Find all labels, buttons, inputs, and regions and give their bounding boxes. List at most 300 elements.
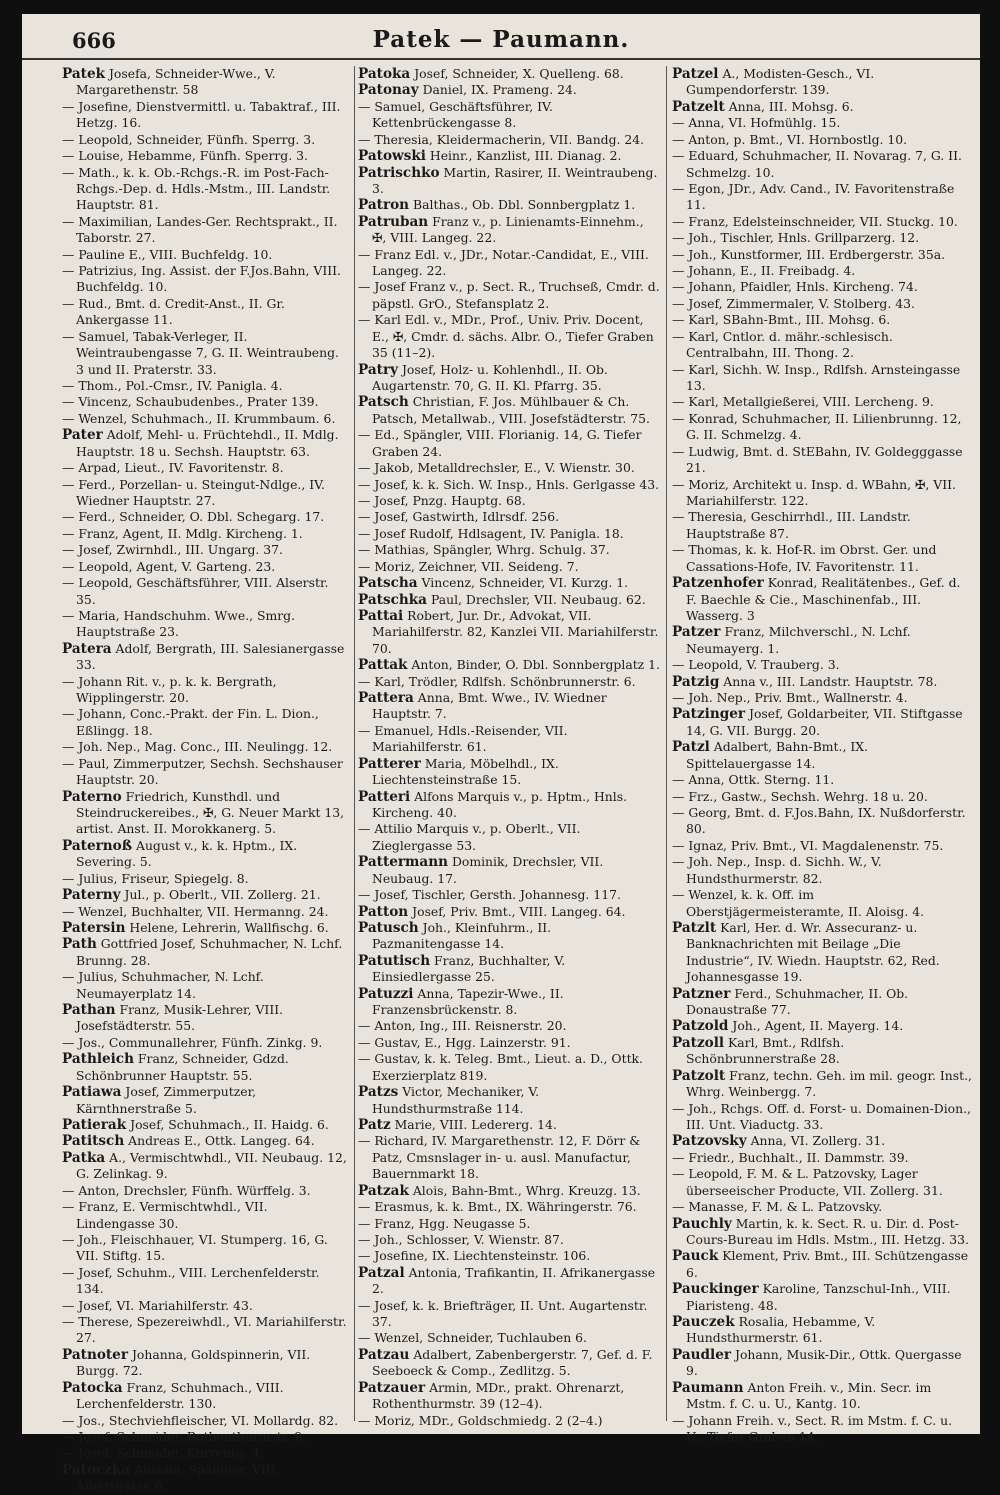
- directory-entry: [672, 132, 972, 148]
- directory-entry: [672, 624, 972, 657]
- entry-text: — Emanuel, Hdls.-Reisender, VII. Mariahilferstr. 61.: [358, 722, 568, 755]
- entry-surname: Patutisch: [358, 952, 431, 969]
- entry-surname: Pattak: [358, 657, 408, 674]
- entry-text: Josef, Schuhmach., II. Haidg. 6.: [130, 1117, 329, 1132]
- directory-entry: [358, 214, 660, 247]
- directory-entry: [358, 1133, 660, 1182]
- entry-text: — Wenzel, Buchhalter, VII. Hermanng. 24.: [62, 903, 329, 919]
- directory-entry: [672, 1248, 972, 1281]
- directory-entry: [62, 526, 350, 542]
- entry-text: — Paul, Zimmerputzer, Sechsh. Sechshauser Hauptstr. 20.: [62, 755, 343, 788]
- directory-entry: [62, 247, 350, 263]
- directory-entry: [62, 1445, 350, 1461]
- directory-entry: [62, 789, 350, 838]
- entry-text: — Josefine, Dienstvermittl. u. Tabaktraf., III. Hetzg. 16.: [62, 98, 341, 131]
- entry-surname: Patsch: [358, 394, 409, 411]
- directory-entry: [62, 1183, 350, 1199]
- entry-text: Ferd., Schuhmacher, II. Ob. Donaustraße 77.: [686, 985, 909, 1018]
- entry-surname: Paterny: [62, 887, 121, 904]
- entry-surname: Pauczek: [672, 1314, 735, 1331]
- entry-text: — Josef Franz v., p. Sect. R., Truchseß, Cmdr. d. päpstl. GrO., Stefansplatz 2.: [358, 279, 660, 311]
- entry-text: — Erasmus, k. k. Bmt., IX. Währingerstr. 76.: [358, 1199, 637, 1215]
- entry-surname: Patton: [358, 903, 409, 920]
- directory-entry: [62, 904, 350, 920]
- entry-text: — Moriz, MDr., Goldschmiedg. 2 (2–4.): [358, 1412, 603, 1428]
- directory-entry: [672, 1035, 972, 1068]
- directory-entry: [672, 477, 972, 510]
- entry-text: — Josef, Schneider, Kurrentg. 4.: [62, 1445, 264, 1461]
- directory-entry: [358, 1380, 660, 1413]
- entry-text: Alois, Bahn-Bmt., Whrg. Kreuzg. 13.: [412, 1182, 641, 1198]
- entry-text: — Josef, VI. Mariahilferstr. 43.: [62, 1297, 253, 1313]
- directory-entry: [672, 247, 972, 263]
- directory-entry: [672, 657, 972, 673]
- entry-text: — Karl, Metallgießerei, VIII. Lercheng. 9.: [672, 394, 934, 410]
- entry-text: Anselm, Spängler, VIII. Albertgasse 6.: [76, 1461, 280, 1494]
- entry-surname: Patzovsky: [672, 1133, 747, 1150]
- directory-entry: [672, 1413, 972, 1446]
- directory-entry: [358, 477, 660, 493]
- entry-text: — Johann, Pfaidler, Hnls. Kircheng. 74.: [672, 279, 918, 295]
- entry-text: — Wenzel, Schneider, Tuchlauben 6.: [358, 1330, 587, 1346]
- directory-entry: [672, 312, 972, 328]
- entry-text: Maria, Möbelhdl., IX. Liechtensteinstraße 15.: [372, 755, 559, 788]
- entry-text: — Anton, p. Bmt., VI. Hornbostlg. 10.: [672, 131, 908, 147]
- directory-entry: [672, 1216, 972, 1249]
- directory-entry: [358, 1199, 660, 1215]
- directory-entry: [358, 493, 660, 509]
- entry-surname: Pathleich: [62, 1051, 134, 1068]
- directory-entry: [672, 887, 972, 920]
- entry-surname: Patitsch: [62, 1133, 125, 1150]
- directory-entry: [62, 674, 350, 707]
- entry-surname: Patek: [62, 66, 106, 82]
- entry-text: Franz, Schneider, Gdzd. Schönbrunner Hauptstr. 55.: [76, 1051, 289, 1083]
- entry-surname: Patzs: [358, 1084, 399, 1101]
- entry-text: — Karl, Cntlor. d. mähr.-schlesisch. Centralbahn, III. Thong. 2.: [672, 328, 893, 361]
- directory-entry: [672, 920, 972, 986]
- entry-text: — Eduard, Schuhmacher, II. Novarag. 7, G. II. Schmelzg. 10.: [672, 148, 962, 180]
- directory-entry: [358, 674, 660, 690]
- directory-entry: [62, 378, 350, 394]
- directory-entry: [358, 575, 660, 591]
- entry-text: — Joh. Nep., Insp. d. Sichh. W., V. Hundsthurmerstr. 82.: [672, 854, 882, 886]
- entry-surname: Patrischko: [358, 164, 440, 181]
- directory-entry: [62, 411, 350, 427]
- entry-text: Joh., Kleinfuhrm., II. Pazmanitengasse 14.: [372, 919, 552, 952]
- directory-entry: [358, 247, 660, 280]
- entry-text: Karl, Her. d. Wr. Assecuranz- u. Banknachrichten mit Beilage „Die Industrie“, IV. Wiedn. Hauptstr. 62, Red. Johannesgasse 19.: [686, 919, 940, 985]
- directory-entry: [358, 723, 660, 756]
- entry-surname: Paumann: [672, 1379, 744, 1396]
- entry-text: — Leopold, Schneider, Fünfh. Sperrg. 3.: [62, 131, 316, 147]
- entry-text: — Joh., Rchgs. Off. d. Forst- u. Domainen-Dion., III. Unt. Viaductg. 33.: [672, 1100, 971, 1132]
- entry-surname: Patnoter: [62, 1346, 128, 1363]
- directory-entry: [358, 657, 660, 673]
- entry-text: — Josef Rudolf, Hdlsagent, IV. Panigla. 18.: [358, 525, 624, 541]
- entry-text: Franz, Musik-Lehrer, VIII. Josefstädterstr. 55.: [76, 1002, 284, 1034]
- entry-text: Franz, techn. Geh. im mil. geogr. Inst., Whrg. Weinbergg. 7.: [686, 1067, 972, 1100]
- entry-surname: Patowski: [358, 148, 426, 165]
- directory-entry: [358, 986, 660, 1019]
- directory-entry: [358, 1330, 660, 1346]
- entry-surname: Pattermann: [358, 854, 448, 871]
- entry-text: — Karl, Sichh. W. Insp., Rdlfsh. Arnsteingasse 13.: [672, 361, 961, 394]
- directory-entry: [62, 1051, 350, 1084]
- directory-entry: [62, 165, 350, 214]
- entry-surname: Patzolt: [672, 1067, 726, 1084]
- entry-text: Gottfried Josef, Schuhmacher, N. Lchf. Brunng. 28.: [76, 936, 343, 968]
- entry-text: — Maria, Handschuhm. Wwe., Smrg. Hauptstraße 23.: [62, 607, 296, 640]
- directory-entry: [672, 575, 972, 624]
- directory-entry: [62, 756, 350, 789]
- entry-text: Josef, Priv. Bmt., VIII. Langeg. 64.: [412, 903, 626, 919]
- directory-entry: [358, 854, 660, 887]
- directory-entry: [62, 263, 350, 296]
- directory-entry: [358, 165, 660, 198]
- entry-surname: Paudler: [672, 1346, 732, 1363]
- directory-entry: [62, 1084, 350, 1117]
- entry-text: — Arpad, Lieut., IV. Favoritenstr. 8.: [62, 460, 284, 476]
- entry-text: — Egon, JDr., Adv. Cand., IV. Favoritenstraße 11.: [672, 180, 955, 213]
- entry-text: Alfons Marquis v., p. Hptm., Hnls. Kircheng. 40.: [372, 788, 628, 820]
- entry-text: — Karl Edl. v., MDr., Prof., Univ. Priv. Docent, E., ✠, Cmdr. d. sächs. Albr. O., Tiefer Graben 35 (11–2).: [358, 312, 654, 361]
- entry-text: — Ludwig, Bmt. d. StEBahn, IV. Goldegggasse 21.: [672, 443, 963, 476]
- directory-entry: [62, 1232, 350, 1265]
- directory-entry: [672, 674, 972, 690]
- entry-text: — Josef, Zwirnhdl., III. Ungarg. 37.: [62, 542, 283, 558]
- entry-surname: Pattera: [358, 690, 414, 707]
- directory-entry: [672, 1133, 972, 1149]
- entry-surname: Patierak: [62, 1117, 127, 1133]
- entry-text: — Samuel, Geschäftsführer, IV. Kettenbrückengasse 8.: [358, 98, 553, 131]
- directory-entry: [358, 887, 660, 903]
- entry-text: Balthas., Ob. Dbl. Sonnbergplatz 1.: [413, 197, 636, 213]
- entry-text: Anna, III. Mohsg. 6.: [728, 98, 854, 114]
- directory-entry: [672, 739, 972, 772]
- entry-text: — Karl, SBahn-Bmt., III. Mohsg. 6.: [672, 312, 891, 328]
- entry-text: Vincenz, Schneider, VI. Kurzg. 1.: [421, 575, 629, 591]
- entry-text: — Ignaz, Priv. Bmt., VI. Magdalenenstr. 75.: [672, 837, 944, 853]
- directory-entry: [358, 559, 660, 575]
- entry-text: Franz v., p. Linienamts-Einnehm., ✠, VIII. Langeg. 22.: [372, 213, 644, 246]
- directory-entry: [358, 821, 660, 854]
- entry-text: — Attilio Marquis v., p. Oberlt., VII. Zieglergasse 53.: [358, 821, 581, 853]
- entry-surname: Patocka: [62, 1379, 123, 1396]
- entry-text: Franz, Buchhalter, V. Einsiedlergasse 25.: [372, 952, 566, 985]
- entry-text: Konrad, Realitätenbes., Gef. d. F. Baechle & Cie., Maschinenfab., III. Wasserg. 3: [686, 575, 961, 623]
- entry-surname: Pauckinger: [672, 1281, 759, 1298]
- entry-text: — Johann, Conc.-Prakt. der Fin. L. Dion., Eßlingg. 18.: [62, 706, 319, 738]
- entry-surname: Pater: [62, 427, 103, 444]
- directory-entry: [672, 99, 972, 115]
- entry-text: Josef, Goldarbeiter, VII. Stiftgasse 14, G. VII. Burgg. 20.: [686, 706, 963, 738]
- entry-text: — Mathias, Spängler, Whrg. Schulg. 37.: [358, 542, 610, 558]
- entry-surname: Patzauer: [358, 1379, 426, 1396]
- entry-text: Anton Freih. v., Min. Secr. im Mstm. f. C. u. U., Kantg. 10.: [686, 1379, 932, 1412]
- directory-entry: [672, 411, 972, 444]
- directory-entry: [672, 1068, 972, 1101]
- entry-text: — Manasse, F. M. & L. Patzovsky.: [672, 1199, 883, 1215]
- directory-entry: [358, 1265, 660, 1298]
- entry-text: — Frz., Gastw., Sechsh. Wehrg. 18 u. 20.: [672, 788, 928, 804]
- directory-entry: [62, 739, 350, 755]
- entry-text: — Therese, Spezereiwhdl., VI. Mariahilferstr. 27.: [62, 1314, 347, 1346]
- entry-text: — Franz, Agent, II. Mdlg. Kircheng. 1.: [62, 525, 303, 541]
- entry-text: — Richard, IV. Margarethenstr. 12, F. Dörr & Patz, Cmsnslager in- u. ausl. Manufactur, Bauernmarkt 18.: [358, 1133, 641, 1182]
- directory-entry: [62, 66, 350, 99]
- entry-surname: Patiawa: [62, 1084, 122, 1101]
- entry-text: — Jakob, Metalldrechsler, E., V. Wienstr. 30.: [358, 460, 635, 476]
- directory-entry: [62, 1002, 350, 1035]
- directory-entry: [358, 1413, 660, 1429]
- entry-text: — Moriz, Zeichner, VII. Seideng. 7.: [358, 558, 579, 574]
- entry-text: Heinr., Kanzlist, III. Dianag. 2.: [429, 148, 622, 164]
- column-divider: [666, 66, 667, 1421]
- entry-surname: Patron: [358, 197, 410, 214]
- entry-surname: Patzelt: [672, 98, 725, 115]
- directory-entry: [672, 805, 972, 838]
- directory-entry: [358, 1232, 660, 1248]
- entry-surname: Patzel: [672, 66, 719, 82]
- directory-entry: [672, 329, 972, 362]
- entry-surname: Patera: [62, 640, 112, 657]
- entry-text: — Vincenz, Schaubudenbes., Prater 139.: [62, 394, 319, 410]
- directory-entry: [62, 1133, 350, 1149]
- directory-entry: [358, 312, 660, 361]
- directory-entry: [62, 936, 350, 969]
- entry-text: Karoline, Tanzschul-Inh., VIII. Piaristeng. 48.: [686, 1281, 951, 1313]
- directory-entry: [358, 789, 660, 822]
- entry-text: Adalbert, Bahn-Bmt., IX. Spittelauergasse 14.: [686, 739, 868, 771]
- entry-text: — Gustav, k. k. Teleg. Bmt., Lieut. a. D., Ottk. Exerzierplatz 819.: [358, 1051, 643, 1083]
- entry-surname: Patzl: [672, 739, 710, 756]
- directory-entry: [62, 1150, 350, 1183]
- directory-entry: [62, 394, 350, 410]
- directory-entry: [62, 509, 350, 525]
- entry-text: — Johann Freih. v., Sect. R. im Mstm. f. C. u. U., Tiefer Graben 14.: [672, 1412, 953, 1445]
- entry-text: Antonia, Trafikantin, II. Afrikanergasse 2.: [372, 1264, 656, 1297]
- directory-entry: [358, 1018, 660, 1034]
- entry-text: — Josef, k. k. Briefträger, II. Unt. Augartenstr. 37.: [358, 1297, 648, 1330]
- entry-text: Josefa, Schneider-Wwe., V. Margarethenstr. 58: [76, 66, 276, 98]
- entry-text: — Josef, Pnzg. Hauptg. 68.: [358, 492, 526, 508]
- directory-entry: [358, 1035, 660, 1051]
- directory-entry: [62, 1298, 350, 1314]
- directory-entry: [358, 1117, 660, 1133]
- entry-surname: Patscha: [358, 575, 418, 592]
- directory-entry: [672, 148, 972, 181]
- entry-text: — Josef, Zimmermaler, V. Stolberg. 43.: [672, 295, 915, 311]
- directory-entry: [358, 1248, 660, 1264]
- entry-text: Karl, Bmt., Rdlfsh. Schönbrunnerstraße 28.: [686, 1034, 845, 1067]
- page-title: Patek — Paumann.: [372, 26, 630, 53]
- entry-surname: Patzau: [358, 1346, 410, 1363]
- directory-entry: [672, 394, 972, 410]
- directory-entry: [62, 99, 350, 132]
- entry-text: — Josefine, IX. Liechtensteinstr. 106.: [358, 1248, 591, 1264]
- page-number: 666: [72, 28, 116, 53]
- column-3: [672, 66, 972, 1445]
- directory-entry: [62, 920, 350, 936]
- entry-text: — Gustav, E., Hgg. Lainzerstr. 91.: [358, 1034, 571, 1050]
- entry-text: — Joh., Tischler, Hnls. Grillparzerg. 12.: [672, 230, 920, 246]
- directory-entry: [358, 148, 660, 164]
- entry-surname: Patka: [62, 1149, 106, 1166]
- entry-surname: Patzlt: [672, 919, 717, 936]
- entry-text: — Joh., Kunstformer, III. Erdbergerstr. 35a.: [672, 246, 946, 262]
- directory-entry: [672, 542, 972, 575]
- entry-surname: Patonay: [358, 82, 419, 99]
- directory-entry: [62, 1199, 350, 1232]
- entry-text: Anna v., III. Landstr. Hauptstr. 78.: [723, 673, 938, 689]
- entry-text: Josef, Schneider, X. Quelleng. 68.: [414, 66, 624, 81]
- entry-text: Helene, Lehrerin, Wallfischg. 6.: [129, 919, 329, 935]
- column-2: [358, 66, 660, 1426]
- entry-text: — Josef, Schneider, Rothenthurmstr. 9.: [62, 1429, 307, 1445]
- directory-entry: [62, 460, 350, 476]
- entry-surname: Pattai: [358, 607, 404, 624]
- directory-entry: [672, 263, 972, 279]
- directory-entry: [358, 1216, 660, 1232]
- directory-entry: [62, 1314, 350, 1347]
- entry-surname: Patzenhofer: [672, 575, 764, 592]
- entry-surname: Patzoll: [672, 1034, 725, 1051]
- directory-entry: [358, 592, 660, 608]
- entry-text: — Leopold, F. M. & L. Patzovsky, Lager überseeischer Producte, VII. Zollerg. 31.: [672, 1166, 943, 1198]
- directory-entry: [62, 148, 350, 164]
- entry-text: — Franz, Edelsteinschneider, VII. Stuckg. 10.: [672, 213, 958, 229]
- entry-text: — Math., k. k. Ob.-Rchgs.-R. im Post-Fach-Rchgs.-Dep. d. Hdls.-Mstm., III. Landstr. Hauptstr. 81.: [62, 164, 331, 213]
- directory-entry: [672, 181, 972, 214]
- directory-page: [22, 14, 980, 1494]
- entry-text: — Louise, Hebamme, Fünfh. Sperrg. 3.: [62, 148, 308, 164]
- entry-text: — Anna, Ottk. Sterng. 11.: [672, 772, 835, 788]
- entry-text: Anton, Binder, O. Dbl. Sonnbergplatz 1.: [411, 657, 660, 673]
- directory-entry: [358, 1084, 660, 1117]
- entry-text: — Johann, E., II. Freibadg. 4.: [672, 263, 856, 279]
- directory-entry: [672, 115, 972, 131]
- directory-entry: [62, 706, 350, 739]
- directory-entry: [672, 854, 972, 887]
- entry-surname: Patoka: [358, 66, 411, 82]
- directory-entry: [672, 444, 972, 477]
- entry-text: — Anton, Drechsler, Fünfh. Würffelg. 3.: [62, 1182, 311, 1198]
- directory-entry: [358, 690, 660, 723]
- directory-entry: [62, 1347, 350, 1380]
- entry-text: Jul., p. Oberlt., VII. Zollerg. 21.: [124, 887, 321, 903]
- entry-text: — Anna, VI. Hofmühlg. 15.: [672, 115, 841, 131]
- entry-text: Armin, MDr., prakt. Ohrenarzt, Rothenthurmstr. 39 (12–4).: [372, 1379, 625, 1412]
- column-1: [62, 66, 350, 1494]
- entry-text: A., Modisten-Gesch., VI. Gumpendorferstr. 139.: [686, 66, 875, 98]
- entry-text: Adolf, Bergrath, III. Salesianergasse 33.: [76, 640, 345, 673]
- entry-text: Johann, Musik-Dir., Ottk. Quergasse 9.: [686, 1346, 962, 1379]
- entry-text: — Maximilian, Landes-Ger. Rechtsprakt., II. Taborstr. 27.: [62, 213, 338, 246]
- entry-text: — Joh., Fleischhauer, VI. Stumperg. 16, G. VII. Stiftg. 15.: [62, 1231, 328, 1264]
- directory-entry: [358, 1183, 660, 1199]
- directory-entry: [358, 99, 660, 132]
- directory-entry: [358, 953, 660, 986]
- directory-entry: [672, 1347, 972, 1380]
- entry-text: — Ed., Spängler, VIII. Florianig. 14, G. Tiefer Graben 24.: [358, 427, 642, 459]
- directory-entry: [672, 66, 972, 99]
- directory-entry: [62, 1265, 350, 1298]
- directory-entry: [358, 66, 660, 82]
- directory-entry: [672, 296, 972, 312]
- directory-entry: [358, 427, 660, 460]
- directory-entry: [672, 1281, 972, 1314]
- entry-text: Franz, Schuhmach., VIII. Lerchenfelderstr. 130.: [76, 1379, 284, 1412]
- entry-text: Johanna, Goldspinnerin, VII. Burgg. 72.: [76, 1346, 311, 1379]
- directory-entry: [62, 214, 350, 247]
- entry-text: — Patrizius, Ing. Assist. der F.Jos.Bahn, VIII. Buchfeldg. 10.: [62, 263, 341, 295]
- entry-text: — Wenzel, k. k. Off. im Oberstjägermeisteramte, II. Aloisg. 4.: [672, 887, 925, 919]
- entry-text: Anna, Tapezir-Wwe., II. Franzensbrückenstr. 8.: [372, 985, 564, 1018]
- entry-surname: Patuzzi: [358, 985, 414, 1002]
- directory-entry: [358, 542, 660, 558]
- entry-text: Martin, Rasirer, II. Weintraubeng. 3.: [372, 164, 658, 196]
- directory-entry: [62, 132, 350, 148]
- entry-text: — Jos., Stechviehfleischer, VI. Mollardg. 82.: [62, 1412, 339, 1428]
- directory-entry: [62, 329, 350, 378]
- directory-entry: [62, 1462, 350, 1495]
- directory-entry: [358, 904, 660, 920]
- directory-entry: [358, 132, 660, 148]
- directory-entry: [62, 1117, 350, 1133]
- directory-entry: [62, 1035, 350, 1051]
- directory-entry: [358, 197, 660, 213]
- directory-entry: [62, 1380, 350, 1413]
- directory-entry: [62, 871, 350, 887]
- entry-surname: Patzner: [672, 985, 731, 1002]
- entry-surname: Pauchly: [672, 1215, 732, 1232]
- directory-entry: [62, 1413, 350, 1429]
- entry-text: — Jos., Communallehrer, Fünfh. Zinkg. 9.: [62, 1034, 323, 1050]
- entry-text: Adalbert, Zabenbergerstr. 7, Gef. d. F. Seeboeck & Comp., Zedlitzg. 5.: [372, 1346, 653, 1379]
- entry-surname: Paterno: [62, 788, 122, 805]
- directory-entry: [62, 477, 350, 510]
- entry-surname: Patzak: [358, 1182, 409, 1199]
- page-header: [22, 22, 980, 60]
- entry-text: — Konrad, Schuhmacher, II. Lilienbrunng. 12, G. II. Schmelzg. 4.: [672, 410, 962, 443]
- directory-entry: [358, 920, 660, 953]
- column-divider: [354, 66, 355, 1421]
- entry-text: Andreas E., Ottk. Langeg. 64.: [128, 1133, 315, 1149]
- entry-surname: Paternoß: [62, 837, 133, 854]
- entry-surname: Patusch: [358, 919, 419, 936]
- entry-text: Christian, F. Jos. Mühlbauer & Ch. Patsch, Metallwab., VIII. Josefstädterstr. 75.: [372, 394, 650, 426]
- directory-entry: [672, 1101, 972, 1134]
- directory-entry: [672, 509, 972, 542]
- directory-entry: [672, 1018, 972, 1034]
- entry-text: — Anton, Ing., III. Reisnerstr. 20.: [358, 1018, 567, 1034]
- entry-text: — Theresia, Kleidermacherin, VII. Bandg. 24.: [358, 131, 645, 147]
- entry-surname: Path: [62, 936, 97, 953]
- directory-entry: [62, 969, 350, 1002]
- entry-surname: Patteri: [358, 788, 411, 805]
- directory-entry: [358, 526, 660, 542]
- entry-text: — Thom., Pol.-Cmsr., IV. Panigla. 4.: [62, 378, 283, 394]
- entry-text: Daniel, IX. Prameng. 24.: [422, 82, 577, 98]
- entry-text: — Josef, k. k. Sich. W. Insp., Hnls. Gerlgasse 43.: [358, 476, 660, 492]
- entry-text: Martin, k. k. Sect. R. u. Dir. d. Post-Cours-Bureau im Hdls. Mstm., III. Hetzg. 33.: [686, 1215, 969, 1247]
- entry-text: — Friedr., Buchhalt., II. Dammstr. 39.: [672, 1149, 909, 1165]
- entry-text: Adolf, Mehl- u. Früchtehdl., II. Mdlg. Hauptstr. 18 u. Sechsh. Hauptstr. 63.: [76, 427, 339, 459]
- entry-text: Rosalia, Hebamme, V. Hundsthurmerstr. 61.: [686, 1314, 876, 1346]
- directory-entry: [358, 82, 660, 98]
- entry-text: — Karl, Trödler, Rdlfsh. Schönbrunnerstr. 6.: [358, 673, 636, 689]
